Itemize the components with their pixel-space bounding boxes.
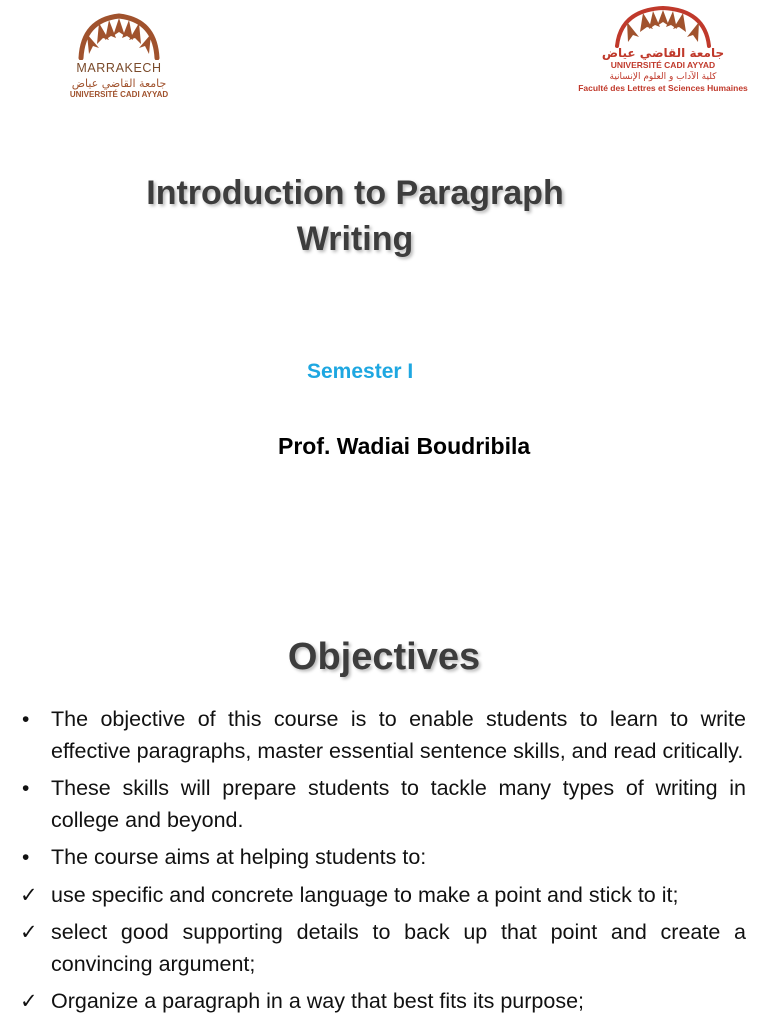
university-logo-left <box>44 6 194 106</box>
logo-right-french-university: UNIVERSITÉ CADI AYYAD <box>610 60 716 70</box>
objective-item <box>20 704 746 767</box>
professor-name: Prof. Wadiai Boudribila <box>278 433 531 459</box>
bullet-icon: • <box>22 777 30 800</box>
logo-left-city: MARRAKECH <box>76 61 162 75</box>
objective-subitem <box>20 917 746 980</box>
faculty-logo-right <box>558 2 768 106</box>
title-line-1: Introduction to Paragraph <box>146 174 564 212</box>
objectives-list <box>20 704 746 1024</box>
objective-text: select good supporting details to back up that point and create a convincing argument; <box>51 920 746 976</box>
checkmark-icon: ✓ <box>20 990 38 1013</box>
title-line-2: Writing <box>296 220 414 258</box>
objectives-heading: Objectives <box>287 636 481 678</box>
objective-text: The course aims at helping students to: <box>51 845 427 869</box>
bullet-icon: • <box>22 846 30 869</box>
objective-item <box>20 773 746 836</box>
palm-arch-emblem-right <box>603 2 723 48</box>
checkmark-icon: ✓ <box>20 883 38 907</box>
objective-subitem <box>20 986 746 1018</box>
logo-right-arabic-university: جامعة القاضي عياض <box>601 46 725 60</box>
checkmark-icon: ✓ <box>20 921 38 944</box>
objective-text: use specific and concrete language to make a point and stick to it; <box>51 882 679 907</box>
objective-text: Organize a paragraph in a way that best fits its purpose; <box>51 989 585 1013</box>
semester-label: Semester I <box>307 360 414 383</box>
objective-subitem <box>20 880 746 912</box>
logo-right-french-faculty: Faculté des Lettres et Sciences Humaines <box>578 83 748 93</box>
objective-text: The objective of this course is to enable students to learn to write effective paragraphs, master essential sentence skills, and read critically. <box>51 707 746 763</box>
document-title <box>110 170 600 262</box>
logo-right-arabic-faculty: كلية الآداب و العلوم الإنسانية <box>609 72 717 82</box>
logo-left-french-name: UNIVERSITÉ CADI AYYAD <box>69 90 169 99</box>
objective-text: These skills will prepare students to tackle many types of writing in college and beyond. <box>51 776 746 832</box>
bullet-icon: • <box>22 708 30 731</box>
palm-arch-emblem-left <box>69 6 169 60</box>
logo-left-arabic-name: جامعة القاضي عياض <box>71 77 167 90</box>
objective-item <box>20 842 746 874</box>
